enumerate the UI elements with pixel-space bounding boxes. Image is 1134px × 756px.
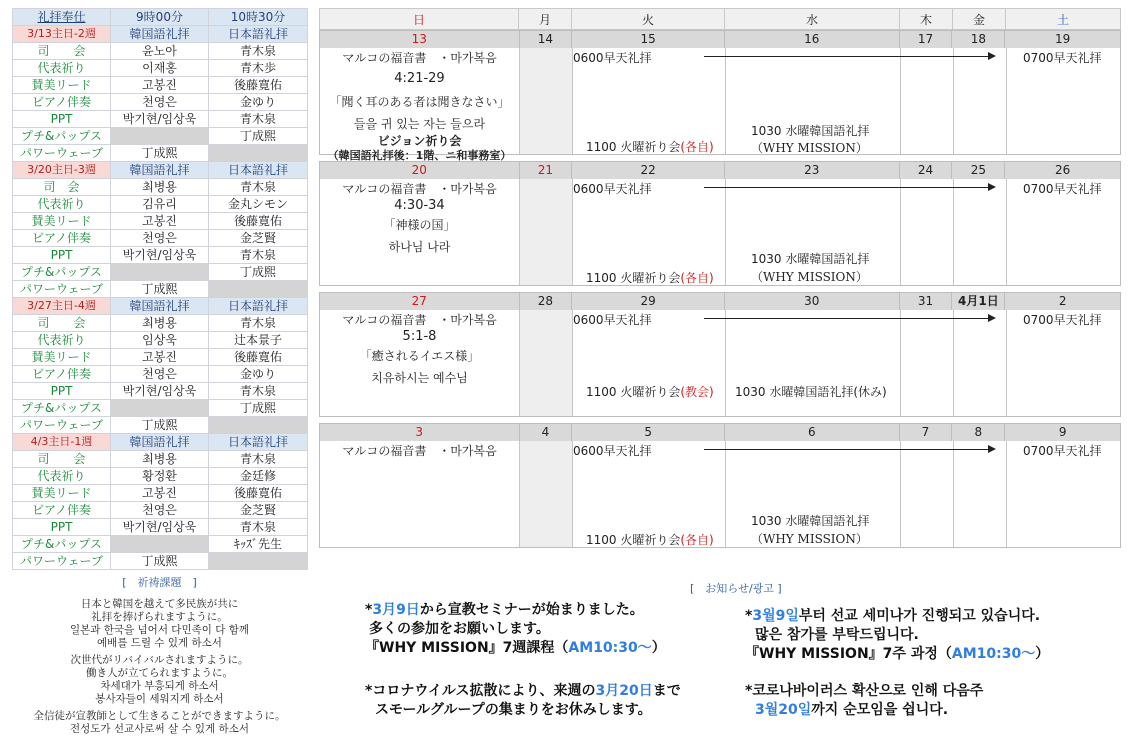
monday-shade [519,48,572,154]
roster-ko-person: 丁成熙 [111,145,209,162]
roster-row [13,111,308,128]
roster-ja-person: 後藤寛佑 [209,213,308,230]
roster-row [13,247,308,264]
roster-ja-person: 青木泉 [209,451,308,468]
day-number[interactable]: 5 [571,424,724,441]
roster-ko-person: 최병용 [111,315,209,332]
tuesday-prayer-meeting [586,269,714,286]
roster-table [12,8,308,570]
roster-role: 代表祈り [13,196,111,213]
weekday-0: 日 [319,8,518,30]
roster-ja-person: 青木泉 [209,43,308,60]
roster-ja-person: 後藤寛佑 [209,485,308,502]
roster-ko-person [111,264,209,281]
day-number[interactable]: 22 [571,162,724,179]
day-number[interactable]: 4月1日 [951,293,1004,310]
roster-ko-person: 고봉진 [111,213,209,230]
day-divider [953,179,954,285]
sunday-sermon-line: 4:30-34 [394,198,445,213]
roster-ko-person: 천영은 [111,230,209,247]
day-number[interactable]: 16 [724,31,899,48]
roster-ko-person: 丁成熙 [111,417,209,434]
roster-row [13,349,308,366]
roster-role: ピアノ伴奏 [13,230,111,247]
sunday-sermon-line: 「神様の国」 [383,218,456,232]
roster-ko-person: 임상욱 [111,332,209,349]
roster-role: PPT [13,247,111,264]
roster-row [13,94,308,111]
day-number[interactable]: 13 [411,32,427,46]
wednesday-service-line: 1030 水曜韓国語礼拝 [751,514,870,528]
roster-ko-person: 최병용 [111,451,209,468]
monday-shade [519,179,572,285]
roster-week-ja-label: 日本語礼拝 [209,434,308,451]
roster-ja-person: 青木泉 [209,315,308,332]
arrow-icon [704,187,994,188]
early-prayer: 0600早天礼拝 [573,51,652,65]
roster-ko-person: 박기현/임상욱 [111,383,209,400]
roster-ja-person: 丁成熙 [209,264,308,281]
roster-role: 代表祈り [13,332,111,349]
prayer-line: 礼拝を捧げられますように。 [91,611,228,623]
prayer-group [12,710,307,736]
early-prayer: 0600早天礼拝 [573,444,652,458]
roster-week-ja-label: 日本語礼拝 [209,298,308,315]
day-divider [725,48,726,154]
wednesday-service-line: （WHY MISSION） [751,532,868,546]
roster-ja-person [209,145,308,162]
wednesday-service-line: 1030 水曜韓国語礼拝 [751,124,870,138]
roster-role: 賛美リード [13,485,111,502]
day-divider [953,48,954,154]
day-number[interactable]: 18 [951,31,1004,48]
roster-row [13,417,308,434]
roster-ko-person: 천영은 [111,502,209,519]
roster-week-ko-label: 韓国語礼拝 [111,434,209,451]
roster-ja-person [209,281,308,298]
saturday-early-prayer: 0700早天礼拝 [1023,182,1102,196]
day-divider [1006,179,1007,285]
roster-week-row [13,298,308,315]
day-divider [953,310,954,416]
sunday-sermon-line: 「癒されるイエス様」 [359,349,480,363]
roster-header-row [13,9,308,26]
roster-row [13,281,308,298]
roster-row [13,230,308,247]
tuesday-meeting-label: 1100 火曜祈り会 [586,533,681,547]
saturday-early-prayer: 0700早天礼拝 [1023,313,1102,327]
weekday-4: 木 [899,8,952,30]
roster-ja-person: 青木歩 [209,60,308,77]
roster-row [13,468,308,485]
day-number[interactable]: 6 [724,424,899,441]
roster-role: PPT [13,519,111,536]
roster-row [13,315,308,332]
day-number[interactable]: 2 [1004,293,1120,310]
roster-ja-person: 青木泉 [209,519,308,536]
roster-row [13,400,308,417]
roster-week-ko-label: 韓国語礼拝 [111,298,209,315]
roster-role: PPT [13,383,111,400]
sunday-sermon-line: 「聞く耳のある者は聞きなさい」 [329,95,510,109]
day-number[interactable]: 20 [411,163,427,177]
sunday-sermon-line: マルコの福音書 ・마가복음 [342,51,497,65]
roster-week-ja-label: 日本語礼拝 [209,162,308,179]
monday-shade [519,310,572,416]
roster-ja-person: 丁成熙 [209,400,308,417]
roster-week-ja-label: 日本語礼拝 [209,26,308,43]
roster-ko-person [111,128,209,145]
roster-row [13,383,308,400]
roster-week-row [13,434,308,451]
roster-ja-person: 青木泉 [209,179,308,196]
roster-ja-person [209,553,308,570]
arrow-icon [704,56,994,57]
day-divider [725,310,726,416]
roster-ja-person: 辻本景子 [209,332,308,349]
roster-ko-person: 천영은 [111,94,209,111]
roster-role: 司 会 [13,315,111,332]
roster-ko-person: 천영은 [111,366,209,383]
roster-role: パワーウェーブ [13,281,111,298]
sunday-sermon-line: マルコの福音書 ・마가복음 [342,444,497,458]
prayer-line: 日本と韓国を越えて多民族が共に [80,598,239,610]
roster-ja-person: 青木泉 [209,111,308,128]
wednesday-service-line: （WHY MISSION） [751,141,868,155]
roster-ko-person: 황정환 [111,468,209,485]
weekday-3: 水 [724,8,899,30]
roster-row [13,451,308,468]
day-number-row [320,162,1120,179]
day-number[interactable]: 8 [951,424,1004,441]
roster-week-date: 3/27主日-4週 [13,298,111,315]
roster-ja-person: 青木泉 [209,247,308,264]
prayer-line: 全信徒が宣教師として生きることができますように。 [33,710,286,722]
roster-ja-person: 金丸シモン [209,196,308,213]
roster-ko-person: 박기현/임상욱 [111,519,209,536]
roster-ko-person: 최병용 [111,179,209,196]
tuesday-meeting-label: 1100 火曜祈り会 [586,271,681,285]
roster-ko-person: 丁成熙 [111,553,209,570]
roster-ja-person [209,417,308,434]
roster-row [13,536,308,553]
sunday-sermon-line: 하나님 나라 [388,240,451,254]
early-prayer: 0600早天礼拝 [573,313,652,327]
roster-row [13,43,308,60]
sunday-sermon-line: 4:21-29 [394,71,445,86]
roster-role: プチ&パップス [13,400,111,417]
roster-ja-person: 金芝賢 [209,230,308,247]
roster-week-row [13,162,308,179]
calendar [319,8,1121,548]
tuesday-prayer-meeting [586,138,714,155]
roster-ko-person: 이재홍 [111,60,209,77]
day-divider [1006,310,1007,416]
roster-role: パワーウェーブ [13,417,111,434]
roster-ja-person: 青木泉 [209,383,308,400]
prayer-list [12,598,307,740]
calendar-week [319,292,1121,417]
sunday-sermon-line: マルコの福音書 ・마가복음 [342,313,497,327]
roster-week-ko-label: 韓国語礼拝 [111,26,209,43]
day-divider [953,441,954,547]
day-number[interactable]: 31 [899,293,952,310]
roster-role: プチ&パップス [13,536,111,553]
roster-ko-person: 고봉진 [111,77,209,94]
service-roster [12,8,307,570]
weekday-6: 土 [1005,8,1121,30]
roster-header-cell: 9時00分 [111,9,209,26]
roster-row [13,519,308,536]
roster-row [13,553,308,570]
roster-row [13,77,308,94]
tuesday-meeting-place: (各自) [680,271,714,285]
day-number[interactable]: 3 [415,425,424,439]
day-number[interactable]: 25 [951,162,1004,179]
roster-ko-person: 박기현/임상욱 [111,111,209,128]
day-number[interactable]: 24 [899,162,952,179]
wednesday-service-line: 1030 水曜韓国語礼拝 [751,252,870,266]
notice-ja-seminar: *3月9日から宣教セミナーが始まりました。 多くの参加をお願いします。 『WHY MISSION』7週課程（AM10:30～） [365,602,666,656]
day-number[interactable]: 28 [519,293,572,310]
monday-shade [519,441,572,547]
roster-ko-person [111,400,209,417]
notice-ja-smallgroup: *コロナウイルス拡散により、来週の3月20日まで スモールグループの集まりをお休みします。 [365,683,681,718]
roster-row [13,179,308,196]
calendar-week [319,423,1121,548]
notice-ko-seminar: *3월9일부터 선교 세미나가 진행되고 있습니다. 많은 참가를 부탁드립니다. 『WHY MISSION』7주 과정（AM10:30～） [745,608,1050,662]
wednesday-service-line: （WHY MISSION） [751,270,868,284]
notice-title: [ お知らせ/광고 ] [690,582,782,595]
roster-role: ピアノ伴奏 [13,366,111,383]
roster-role: プチ&パップス [13,128,111,145]
day-number-row [320,293,1120,310]
day-number[interactable]: 15 [571,31,724,48]
day-number[interactable]: 17 [899,31,952,48]
tuesday-prayer-meeting [586,383,714,400]
day-number[interactable]: 7 [899,424,952,441]
roster-week-date: 3/20主日-3週 [13,162,111,179]
day-number[interactable]: 4 [519,424,572,441]
prayer-line: 차세대가 부흥되게 하소서 [100,680,219,692]
sunday-sermon-line: マルコの福音書 ・마가복음 [342,182,497,196]
roster-ja-person: 後藤寛佑 [209,77,308,94]
roster-row [13,145,308,162]
roster-header-cell: 礼拝奉仕 [13,9,111,26]
prayer-line: 봉사자들이 세워지게 하소서 [95,693,224,705]
weekday-2: 火 [571,8,724,30]
roster-role: ピアノ伴奏 [13,94,111,111]
day-divider [519,179,520,285]
roster-role: 代表祈り [13,60,111,77]
roster-row [13,128,308,145]
sunday-sermon-line: （韓国語礼拝後：1階、ニ和事務室） [327,149,512,162]
prayer-group [12,598,307,650]
roster-role: 賛美リード [13,77,111,94]
roster-week-date: 3/13主日-2週 [13,26,111,43]
day-number[interactable]: 21 [519,162,572,179]
roster-ja-person: 金廷修 [209,468,308,485]
roster-ko-person: 丁成熙 [111,281,209,298]
arrow-icon [704,449,994,450]
roster-ko-person: 박기현/임상욱 [111,247,209,264]
day-number[interactable]: 9 [1004,424,1120,441]
roster-role: パワーウェーブ [13,145,111,162]
roster-ko-person: 윤노아 [111,43,209,60]
roster-role: 司 会 [13,451,111,468]
day-divider [519,310,520,416]
roster-week-date: 4/3主日-1週 [13,434,111,451]
roster-row [13,366,308,383]
sunday-sermon-line: ビジョン祈り会 [377,134,462,148]
tuesday-meeting-label: 1100 火曜祈り会 [586,385,681,399]
tuesday-meeting-place: (各自) [680,140,714,154]
roster-row [13,502,308,519]
roster-role: プチ&パップス [13,264,111,281]
sunday-sermon-line: 치유하시는 예수님 [371,371,468,385]
roster-row [13,196,308,213]
prayer-line: 次世代がリバイバルされますように。 [70,654,249,666]
roster-role: パワーウェーブ [13,553,111,570]
roster-role: ピアノ伴奏 [13,502,111,519]
weekday-5: 金 [952,8,1005,30]
day-divider [519,441,520,547]
roster-header-cell: 10時30分 [209,9,308,26]
roster-ko-person [111,536,209,553]
roster-row [13,485,308,502]
roster-week-ko-label: 韓国語礼拝 [111,162,209,179]
saturday-early-prayer: 0700早天礼拝 [1023,51,1102,65]
day-divider [900,179,901,285]
tuesday-meeting-label: 1100 火曜祈り会 [586,140,681,154]
roster-ko-person: 고봉진 [111,349,209,366]
roster-role: 賛美リード [13,349,111,366]
roster-row [13,264,308,281]
tuesday-meeting-place: (各自) [680,533,714,547]
weekday-1: 月 [518,8,571,30]
day-divider [1006,48,1007,154]
day-divider [725,179,726,285]
day-divider [900,310,901,416]
day-number[interactable]: 29 [571,293,724,310]
day-divider [1006,441,1007,547]
roster-ko-person: 김유리 [111,196,209,213]
day-divider [900,441,901,547]
prayer-group [12,654,307,706]
notice-ko-smallgroup: *코로나바이러스 확산으로 인해 다음주 3월20일까지 순모임을 쉽니다. [745,683,984,718]
tuesday-meeting-place: (教会) [680,385,714,399]
day-divider [519,48,520,154]
calendar-weekday-header [319,8,1121,30]
roster-role: 賛美リード [13,213,111,230]
day-number[interactable]: 27 [411,294,427,308]
roster-row [13,332,308,349]
roster-role: 司 会 [13,43,111,60]
roster-ko-person: 고봉진 [111,485,209,502]
roster-role: 代表祈り [13,468,111,485]
roster-role: 司 会 [13,179,111,196]
sunday-sermon-line: 들을 귀 있는 자는 들으라 [353,117,486,131]
prayer-line: 働き人が立てられますように。 [86,667,233,679]
wednesday-service-line: 1030 水曜韓国語礼拝(休み) [735,385,887,399]
roster-ja-person: 丁成熙 [209,128,308,145]
day-divider [900,48,901,154]
day-number[interactable]: 23 [724,162,899,179]
early-prayer: 0600早天礼拝 [573,182,652,196]
roster-ja-person: 金ゆり [209,366,308,383]
day-number-row [320,31,1120,48]
roster-row [13,60,308,77]
saturday-early-prayer: 0700早天礼拝 [1023,444,1102,458]
roster-ja-person: 金芝賢 [209,502,308,519]
prayer-line: 일본과 한국을 넘어서 다민족이 다 함께 [70,624,249,636]
sunday-sermon-line: 5:1-8 [402,329,437,344]
prayer-line: 전성도가 선교사로써 살 수 있게 하소서 [70,723,249,735]
day-number[interactable]: 30 [724,293,899,310]
day-number-row [320,424,1120,441]
roster-row [13,213,308,230]
arrow-icon [704,318,994,319]
roster-ja-person: 後藤寛佑 [209,349,308,366]
calendar-week [319,161,1121,286]
day-number[interactable]: 26 [1004,162,1120,179]
day-number[interactable]: 14 [519,31,572,48]
roster-week-row [13,26,308,43]
prayer-title: [ 祈祷課題 ] [122,576,197,589]
roster-role: PPT [13,111,111,128]
roster-ja-person: 金ゆり [209,94,308,111]
calendar-week [319,30,1121,162]
prayer-line: 예배를 드릴 수 있게 하소서 [97,637,222,649]
day-number[interactable]: 19 [1004,31,1120,48]
tuesday-prayer-meeting [586,531,714,548]
day-divider [725,441,726,547]
roster-ja-person: ｷｯｽﾞ先生 [209,536,308,553]
